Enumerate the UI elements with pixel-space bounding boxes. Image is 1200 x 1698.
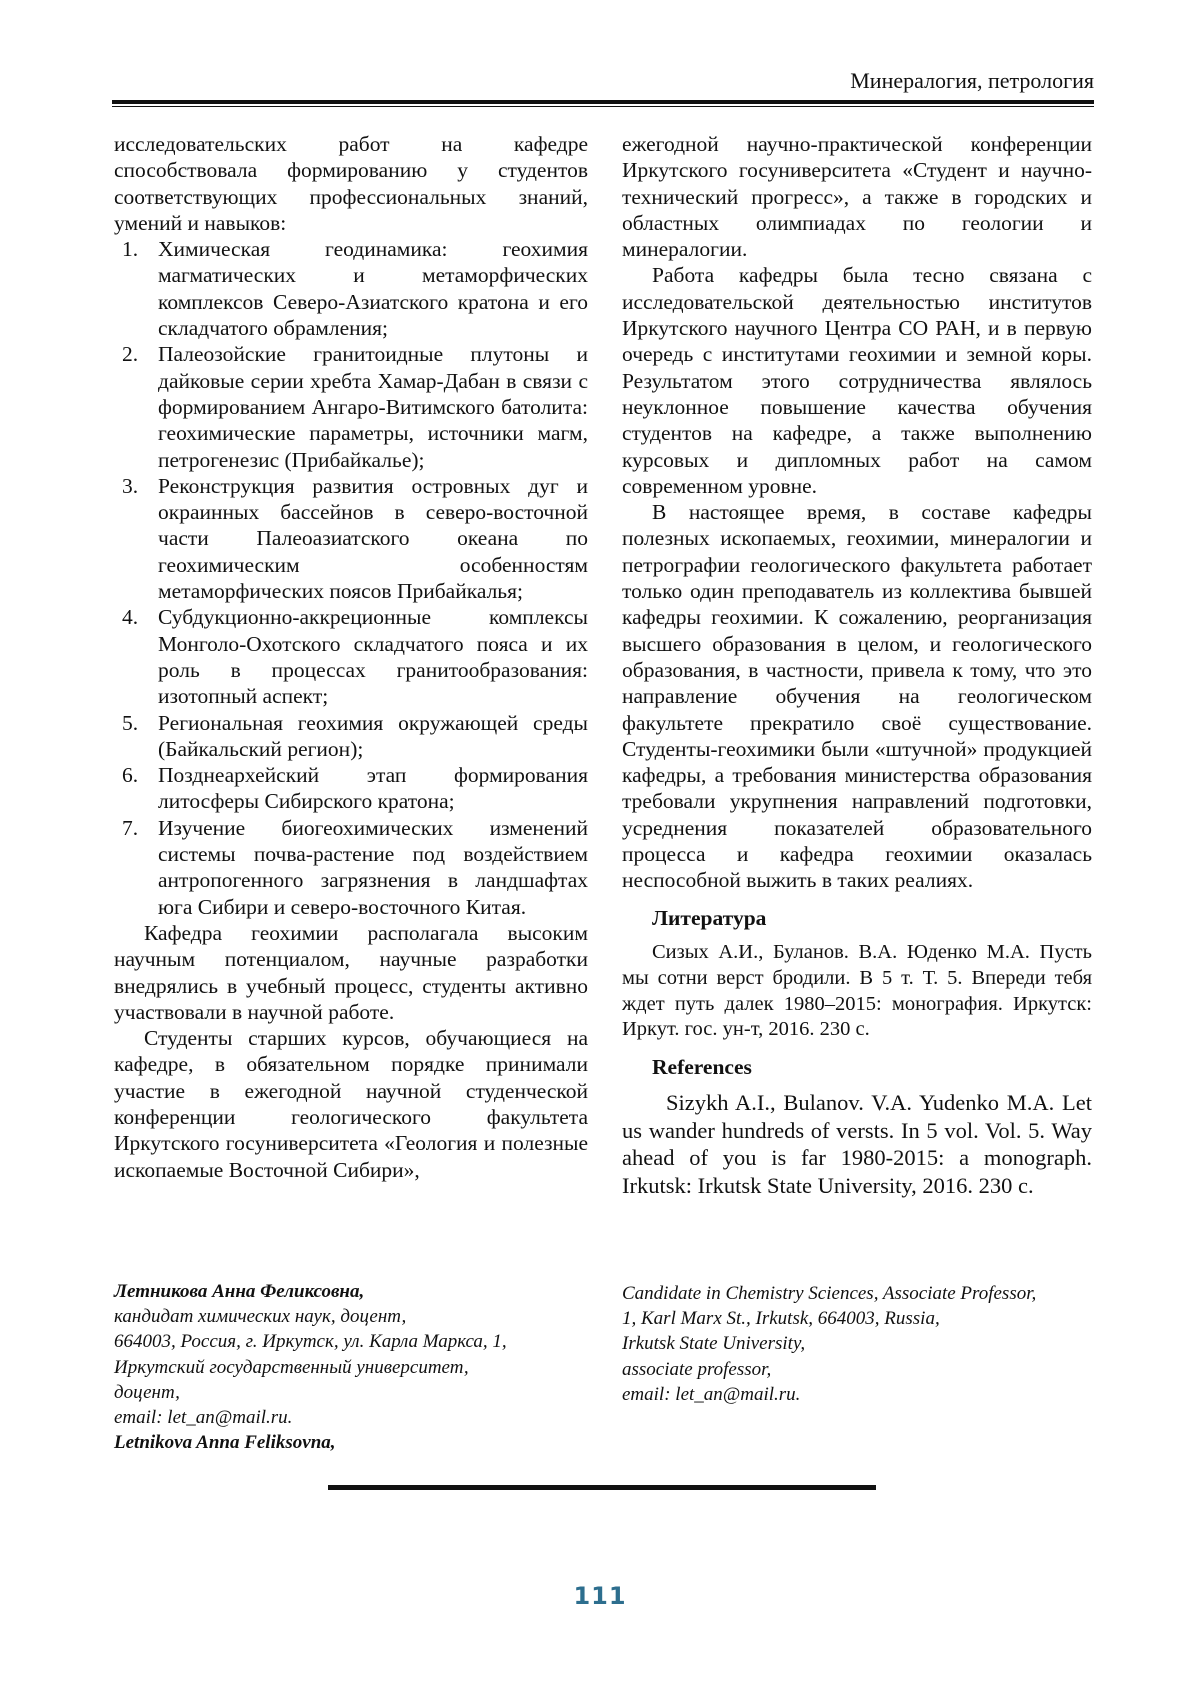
list-item — [114, 604, 588, 709]
intro-paragraph: исследовательских работ на кафедре способствовала формированию у студентов соответствующих профессиональных знаний, умений и навыков: — [114, 132, 588, 235]
references-item: Sizykh A.I., Bulanov. V.A. Yudenko M.A. Let us wander hundreds of versts. In 5 vol. Vol. 5. Way ahead of you is far 1980-2015: a monograph. Irkutsk: Irkutsk State University, 2016. 230 c. — [622, 1090, 1092, 1198]
header-rule — [112, 100, 1094, 104]
author-degree-ru: кандидат химических наук, доцент, — [114, 1306, 407, 1328]
list-item — [114, 236, 588, 341]
students-paragraph: Студенты старших курсов, обучающиеся на кафедре, в обязательном порядке принимали участие в ежегодной научной студенческой конференции геологического факультета Иркутского госуниверситета «Геология и полезные ископаемые Восточной Сибири», — [114, 1026, 588, 1182]
author-email-ru: email: let_an@mail.ru. — [114, 1407, 293, 1429]
list-item — [114, 815, 588, 920]
page-number: 111 — [573, 1582, 627, 1610]
institutes-paragraph: Работа кафедры была тесно связана с исследовательской деятельностью институтов Иркутского научного Центра СО РАН, и в первую очередь с институтами геохимии и земной коры. Результатом этого сотрудничества являлось неуклонное повышение качества обучения студентов на кафедре, а также выполнению курсовых и дипломных работ на самом современном уровне. — [622, 263, 1092, 498]
list-item-text: Позднеархейский этап формирования литосферы Сибирского кратона; — [158, 763, 588, 814]
list-item — [114, 710, 588, 763]
list-item-number: 2. — [122, 342, 139, 367]
author-address-ru: 664003, Россия, г. Иркутск, ул. Карла Маркса, 1, — [114, 1331, 507, 1353]
author-address-en: 1, Karl Marx St., Irkutsk, 664003, Russia, — [622, 1308, 940, 1330]
author-name-en: Letnikova Anna Feliksovna, — [114, 1432, 336, 1454]
author-info-en — [622, 1281, 1102, 1407]
list-item-text: Изучение биогеохимических изменений системы почва-растение под воздействием антропогенного загрязнения в ландшафтах юга Сибири и северо-восточного Китая. — [158, 815, 588, 919]
left-column — [114, 131, 588, 1183]
list-item-text: Химическая геодинамика: геохимия магматических и метаморфических комплексов Северо-Азиатского кратона и его складчатого обрамления; — [158, 237, 588, 341]
research-topics-list — [114, 236, 588, 920]
header-rule-thin — [112, 106, 1094, 107]
list-item-number: 1. — [122, 237, 139, 262]
list-item-number: 7. — [122, 815, 139, 840]
list-item — [114, 341, 588, 472]
author-university-en: Irkutsk State University, — [622, 1333, 806, 1355]
list-item-text: Субдукционно-аккреционные комплексы Монголо-Охотского складчатого пояса и их роль в процессах гранитообразования: изотопный аспект; — [158, 605, 588, 709]
conference-paragraph: ежегодной научно-практической конференции Иркутского госуниверситета «Студент и научно-технический прогресс», а также в городских и областных олимпиадах по геологии и минералогии. — [622, 132, 1092, 262]
list-item-text: Палеозойские гранитоидные плутоны и дайковые серии хребта Хамар-Дабан в связи с формированием Ангаро-Витимского батолита: геохимические параметры, источники магм, петрогенезис (Прибайкалье); — [158, 342, 588, 472]
list-item-text: Реконструкция развития островных дуг и окраинных бассейнов в северо-восточной части Палеоазиатского океана по геохимическим особенностям метаморфических поясов Прибайкалья; — [158, 473, 588, 604]
literature-heading: Литература — [652, 905, 767, 930]
author-name-ru: Летникова Анна Феликсовна, — [114, 1281, 365, 1302]
footer-rule — [328, 1485, 876, 1490]
list-item-number: 4. — [122, 605, 139, 630]
list-item — [114, 762, 588, 815]
author-info-ru — [114, 1279, 594, 1455]
author-university-ru: Иркутский государственный университет, — [114, 1356, 469, 1378]
potential-paragraph: Кафедра геохимии располагала высоким научным потенциалом, научные разработки внедрялись в учебный процесс, студенты активно участвовали в научной работе. — [114, 920, 588, 1024]
list-item-number: 5. — [122, 710, 139, 735]
list-item-number: 6. — [122, 763, 139, 788]
right-column — [622, 131, 1092, 1199]
literature-item: Сизых А.И., Буланов. В.А. Юденко М.А. Пусть мы сотни верст бродили. В 5 т. Т. 5. Впереди тебя ждет путь далек 1980–2015: монография. Иркутск: Иркут. гос. ун-т, 2016. 230 с. — [622, 940, 1092, 1041]
running-header-title: Минералогия, петрология — [850, 68, 1094, 93]
list-item-text: Региональная геохимия окружающей среды (Байкальский регион); — [158, 710, 588, 761]
references-heading: References — [652, 1055, 752, 1080]
author-email-en: email: let_an@mail.ru. — [622, 1383, 801, 1405]
author-position-en: associate professor, — [622, 1358, 772, 1380]
author-degree-en: Candidate in Chemistry Sciences, Associate Professor, — [622, 1283, 1037, 1304]
current-state-paragraph: В настоящее время, в составе кафедры полезных ископаемых, геохимии, минералогии и петрографии геологического факультета работает только один преподаватель из коллектива бывшей кафедры геохимии. К сожалению, реорганизация высшего образования в целом, и геологического образования, в частности, привела к тому, что это направление обучения на геологическом факультете прекратило своё существование. Студенты-геохимики были «штучной» продукцией кафедры, а требования министерства образования требовали укрупнения направлений подготовки, усреднения показателей образовательного процесса и кафедра геохимии оказалась неспособной выжить в таких реалиях. — [622, 500, 1092, 893]
list-item — [114, 473, 588, 604]
list-item-number: 3. — [122, 473, 139, 498]
author-position-ru: доцент, — [114, 1381, 180, 1403]
